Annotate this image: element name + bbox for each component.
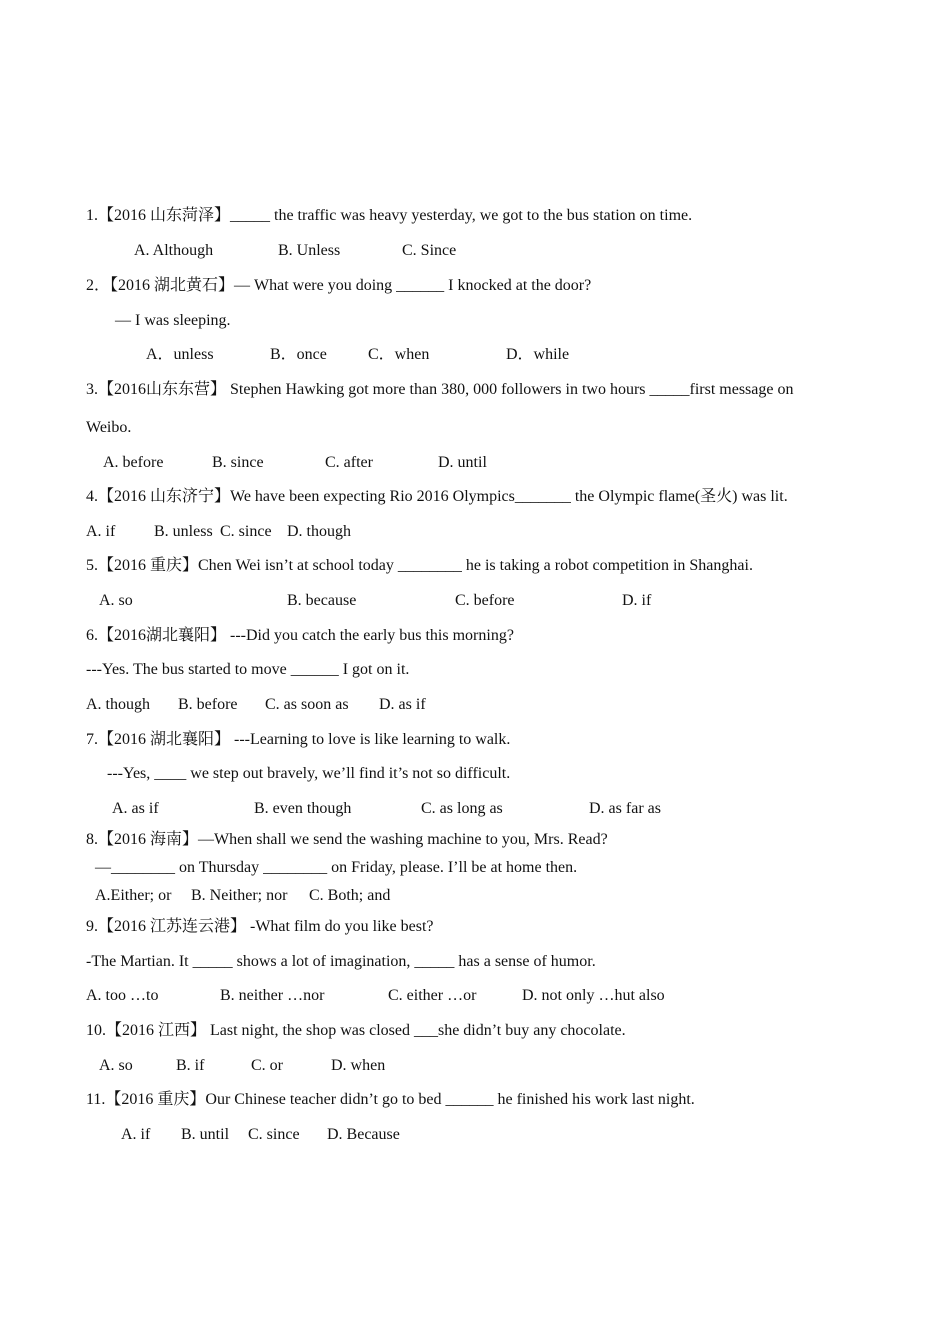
question-7-option-c: C. as long as xyxy=(421,800,503,817)
question-2-option-c: C．when xyxy=(368,346,430,363)
question-8-option-b: B. Neither; nor xyxy=(191,887,288,904)
question-7-stem: 7.【2016 湖北襄阳】 ---Learning to love is like learning to walk. xyxy=(86,731,511,748)
question-7-option-b: B. even though xyxy=(254,800,352,817)
question-7-option-a: A. as if xyxy=(112,800,159,817)
question-2-option-a: A．unless xyxy=(146,346,214,363)
question-7-option-d: D. as far as xyxy=(589,800,661,817)
question-10-option-c: C. or xyxy=(251,1057,283,1074)
question-4-option-d: D. though xyxy=(287,523,351,540)
question-3-stem-continued: Weibo. xyxy=(86,419,132,436)
question-9-option-b: B. neither …nor xyxy=(220,987,325,1004)
question-7-reply: ---Yes, ____ we step out bravely, we’ll find it’s not so difficult. xyxy=(107,765,511,782)
question-8-stem: 8.【2016 海南】—When shall we send the washing machine to you, Mrs. Read? xyxy=(86,831,608,848)
question-4-stem: 4.【2016 山东济宁】We have been expecting Rio 2016 Olympics_______ the Olympic flame(圣火) was lit. xyxy=(86,488,788,505)
question-6-option-d: D. as if xyxy=(379,696,426,713)
question-5-option-b: B. because xyxy=(287,592,357,609)
question-2-stem: 2．【2016 湖北黄石】— What were you doing ______ I knocked at the door? xyxy=(86,277,592,294)
question-1-option-a: A. Although xyxy=(134,242,214,259)
question-2-option-b: B．once xyxy=(270,346,327,363)
question-10-option-a: A. so xyxy=(99,1057,133,1074)
question-4-option-c: C. since xyxy=(220,523,272,540)
question-10-option-b: B. if xyxy=(176,1057,205,1074)
question-8-option-a: A.Either; or xyxy=(95,887,172,904)
question-6-reply: ---Yes. The bus started to move ______ I got on it. xyxy=(86,661,410,678)
question-6-option-a: A. though xyxy=(86,696,150,713)
question-5-stem: 5.【2016 重庆】Chen Wei isn’t at school today ________ he is taking a robot competition in Shanghai. xyxy=(86,557,753,574)
question-1-option-c: C. Since xyxy=(402,242,457,259)
question-2-reply: — I was sleeping. xyxy=(115,312,231,329)
question-5-option-a: A. so xyxy=(99,592,133,609)
question-2-option-d: D．while xyxy=(506,346,570,363)
question-8-reply: —________ on Thursday ________ on Friday, please. I’ll be at home then. xyxy=(95,859,578,876)
question-10-stem: 10.【2016 江西】 Last night, the shop was closed ___she didn’t buy any chocolate. xyxy=(86,1022,626,1039)
question-6-stem: 6.【2016湖北襄阳】 ---Did you catch the early bus this morning? xyxy=(86,627,514,644)
question-11-option-d: D. Because xyxy=(327,1126,400,1143)
question-10-option-d: D. when xyxy=(331,1057,386,1074)
question-11-option-c: C. since xyxy=(248,1126,300,1143)
question-9-option-c: C. either …or xyxy=(388,987,477,1004)
question-11-option-b: B. until xyxy=(181,1126,230,1143)
question-4-option-a: A. if xyxy=(86,523,116,540)
question-3-stem: 3.【2016山东东营】 Stephen Hawking got more than 380, 000 followers in two hours _____first message on xyxy=(86,381,794,398)
question-1-option-b: B. Unless xyxy=(278,242,341,259)
question-8-option-c: C. Both; and xyxy=(309,887,391,904)
question-3-option-d: D. until xyxy=(438,454,487,471)
question-3-option-a: A. before xyxy=(103,454,164,471)
question-3-option-c: C. after xyxy=(325,454,373,471)
question-5-option-c: C. before xyxy=(455,592,515,609)
question-9-reply: -The Martian. It _____ shows a lot of imagination, _____ has a sense of humor. xyxy=(86,953,596,970)
question-9-option-a: A. too …to xyxy=(86,987,159,1004)
question-1-stem: 1.【2016 山东菏泽】_____ the traffic was heavy yesterday, we got to the bus station on time. xyxy=(86,207,693,224)
question-6-option-c: C. as soon as xyxy=(265,696,349,713)
question-9-option-d: D. not only …hut also xyxy=(522,987,665,1004)
question-4-option-b: B. unless xyxy=(154,523,213,540)
question-3-option-b: B. since xyxy=(212,454,264,471)
question-11-stem: 11.【2016 重庆】Our Chinese teacher didn’t go to bed ______ he finished his work last night. xyxy=(86,1091,695,1108)
question-9-stem: 9.【2016 江苏连云港】 -What film do you like best? xyxy=(86,918,434,935)
question-11-option-a: A. if xyxy=(121,1126,151,1143)
question-6-option-b: B. before xyxy=(178,696,238,713)
question-5-option-d: D. if xyxy=(622,592,652,609)
